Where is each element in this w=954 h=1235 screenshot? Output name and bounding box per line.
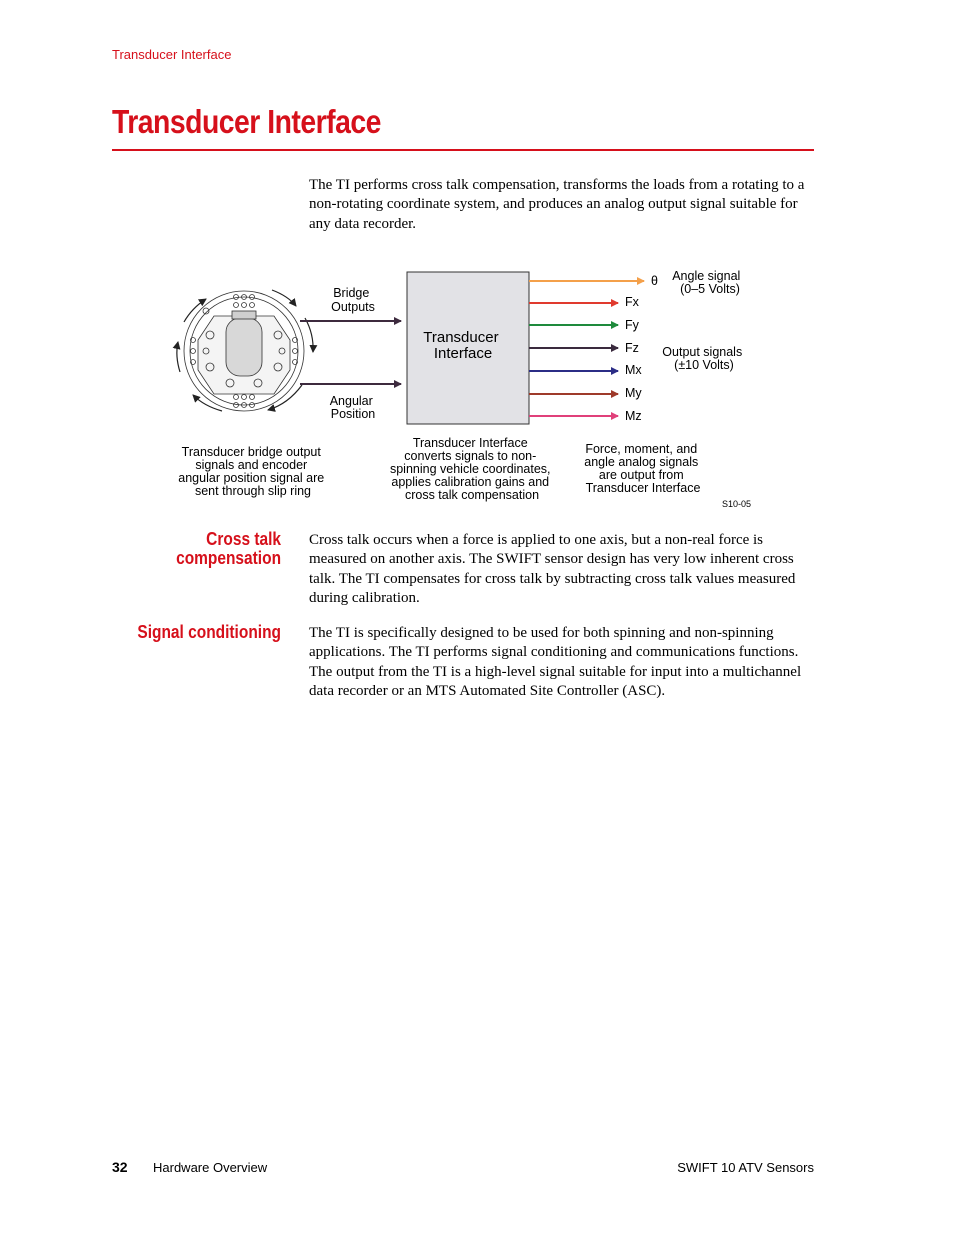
signal-label-my: My xyxy=(625,386,642,400)
bridge-outputs-label: Bridge Outputs xyxy=(331,286,375,314)
page-title: Transducer Interface xyxy=(112,103,381,140)
page-number: 32 xyxy=(112,1159,128,1175)
footer-product: SWIFT 10 ATV Sensors xyxy=(677,1160,814,1175)
angular-position-label: Angular Position xyxy=(329,394,376,421)
signal-label-fz: Fz xyxy=(625,341,639,355)
sensor-wheel-illustration xyxy=(177,290,313,411)
section-heading-signal-conditioning: Signal conditioning xyxy=(137,622,281,642)
footer-section: Hardware Overview xyxy=(153,1160,268,1175)
section-text-signal-conditioning: The TI is specifically designed to be used for both spinning and non-spinning applications. The TI performs signal conditioning and communications functions. The output from the TI is a high-level signal suitable for input into a multichannel data recorder or an MTS Automated Site Controller (ASC). xyxy=(309,625,802,699)
section-heading-cross-talk: Cross talk compensation xyxy=(176,529,281,568)
caption-left: Transducer bridge output signals and encoder angular position signal are sent through slip ring xyxy=(178,445,325,498)
section-text-cross-talk: Cross talk occurs when a force is applied to one axis, but a non-real force is measured on another axis. The SWIFT sensor design has very low inherent cross talk. The TI compensates for cross talk by subtracting cross talk values measured during calibration. xyxy=(309,532,796,606)
running-head: Transducer Interface xyxy=(112,47,232,62)
signal-label-fy: Fy xyxy=(625,318,639,332)
caption-right: Force, moment, and angle analog signals are output from Transducer Interface xyxy=(584,442,701,495)
theta-label: θ xyxy=(651,274,658,288)
caption-center: Transducer Interface converts signals to non- spinning vehicle coordinates, applies calibration gains and cross talk compensation xyxy=(389,436,551,502)
signal-label-fx: Fx xyxy=(625,295,639,309)
output-signals-label: Output signals (±10 Volts) xyxy=(662,345,743,372)
intro-paragraph: The TI performs cross talk compensation, transforms the loads from a rotating to a non-rotating coordinate system, and produces an analog output signal suitable for any data recorder. xyxy=(309,177,805,232)
signal-label-mz: Mz xyxy=(625,409,642,423)
angle-signal-label: Angle signal (0–5 Volts) xyxy=(672,269,741,296)
transducer-interface-box-label: Transducer Interface xyxy=(423,329,499,362)
figure-id: S10-05 xyxy=(722,499,752,509)
signal-label-mx: Mx xyxy=(625,363,642,377)
